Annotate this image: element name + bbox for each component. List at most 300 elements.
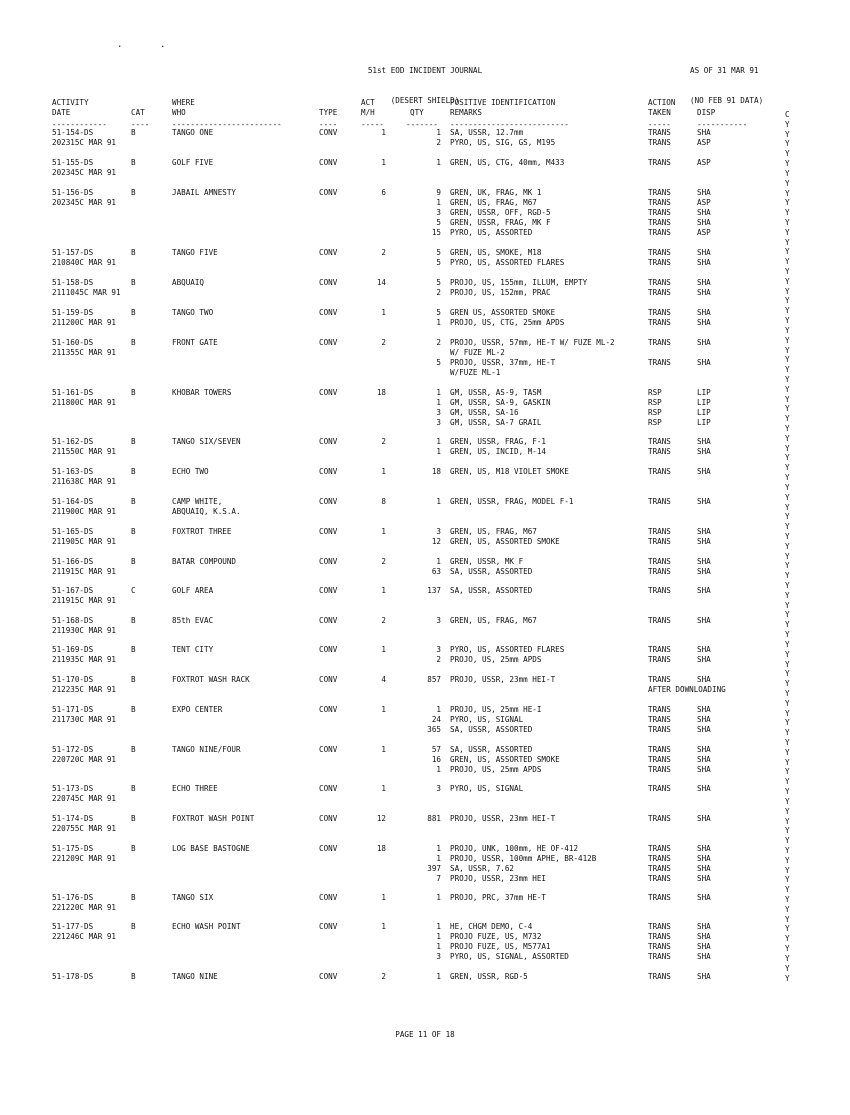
col-type: TYPE [319,107,338,117]
man-hours: 1 [381,128,386,137]
action-taken: TRANS [648,715,671,724]
where-who [172,745,241,755]
item-qty: 137 [427,586,441,595]
y-mark: Y [785,777,790,787]
item-line [404,358,711,368]
where-who [172,705,222,715]
y-mark: Y [785,728,790,738]
y-mark: Y [785,198,790,208]
item-line [404,557,711,567]
item-qty: 1 [436,128,441,137]
item-description: GREN, USSR, FRAG, MK F [450,218,551,227]
item-description: GREN, UK, FRAG, MK 1 [450,188,542,197]
y-mark: Y [785,316,790,326]
disposition: SHA [697,248,711,257]
activity-id: 51-176-DS [52,893,94,902]
disposition: ASP [697,138,711,147]
man-hours: 1 [381,158,386,167]
y-mark: Y [785,649,790,659]
item-line [404,854,711,864]
category: B [131,527,136,536]
item-qty: 5 [436,308,441,317]
item-line [404,537,711,547]
item-line [404,685,726,695]
activity-date: 211800C MAR 91 [52,398,117,407]
y-mark: Y [785,188,790,198]
item-description: PYRO, US, SIGNAL [450,784,524,793]
item-list [404,814,711,824]
item-qty: 1 [436,437,441,446]
activity-id: 51-156-DS [52,188,94,197]
category: B [131,557,136,566]
disposition: SHA [697,567,711,576]
page-number: PAGE 11 OF 18 [395,1030,455,1039]
category: B [131,922,136,931]
item-line [404,527,711,537]
y-mark: Y [785,267,790,276]
item-description: SA, USSR, ASSORTED [450,567,533,576]
disposition: SHA [697,467,711,476]
item-line [404,338,711,348]
where-who [172,248,218,258]
y-mark: Y [785,345,790,355]
category: B [131,158,136,167]
item-line [404,138,711,148]
y-mark: Y [785,159,790,169]
item-description: PROJO, US, CTG, 25mm APDS [450,318,565,327]
item-description: PROJO, USSR, 100mm APHE, BR-412B [450,854,597,863]
item-qty: 1 [436,705,441,714]
y-mark: Y [785,257,790,267]
man-hours: 6 [381,188,386,197]
item-qty: 2 [436,288,441,297]
activity-cell [52,188,116,208]
action-taken: TRANS [648,318,671,327]
where-who [172,158,213,168]
item-description: PYRO, US, SIGNAL, ASSORTED [450,952,569,961]
item-qty: 2 [436,338,441,347]
activity-id: 51-169-DS [52,645,94,654]
item-line [404,288,711,298]
item-qty: 1 [436,198,441,207]
disposition: SHA [697,308,711,317]
item-line [404,128,711,138]
where-who [172,645,213,655]
activity-id: 51-163-DS [52,467,94,476]
disposition: SHA [697,942,711,951]
item-description: PROJO FUZE, US, M732 [450,932,542,941]
activity-id: 51-177-DS [52,922,94,931]
item-line [404,188,711,198]
item-list [404,972,711,982]
where-line: TANGO NINE/FOUR [172,745,241,754]
category: B [131,467,136,476]
where-line: BATAR COMPOUND [172,557,237,566]
activity-date: 202345C MAR 91 [52,168,117,177]
disposition: SHA [697,318,711,327]
activity-date: 211935C MAR 91 [52,655,117,664]
action-taken: TRANS [648,258,671,267]
rule-act: ----- [361,120,384,129]
where-line: TENT CITY [172,645,214,654]
activity-cell [52,437,116,457]
man-hours: 2 [381,338,386,347]
item-qty: 857 [427,675,441,684]
where-who [172,844,250,854]
activity-id: 51-167-DS [52,586,94,595]
y-mark: Y [785,414,790,424]
item-line [404,715,711,725]
disposition: SHA [697,952,711,961]
item-line [404,814,711,824]
item-qty: 397 [427,864,441,873]
action-taken: TRANS [648,745,671,754]
item-qty: 1 [436,893,441,902]
item-qty: 5 [436,358,441,367]
where-line: FOXTROT THREE [172,527,232,536]
activity-id: 51-161-DS [52,388,94,397]
where-who [172,497,241,517]
item-list [404,922,711,962]
item-description: GM, USSR, SA-9, GASKIN [450,398,551,407]
man-hours: 12 [376,814,386,823]
where-line: LOG BASE BASTOGNE [172,844,250,853]
action-taken: TRANS [648,198,671,207]
action-taken: TRANS [648,138,671,147]
item-line [404,874,711,884]
item-qty: 3 [436,952,441,961]
disposition: SHA [697,218,711,227]
man-hours: 18 [376,844,386,853]
item-list [404,338,711,378]
y-mark: Y [785,757,790,767]
item-list [404,308,711,328]
item-line [404,586,711,596]
item-line [404,318,711,328]
action-taken: TRANS [648,765,671,774]
y-mark: Y [785,139,790,149]
y-mark: Y [785,178,790,188]
disposition: SHA [697,586,711,595]
item-description: GREN, US, ASSORTED SMOKE [450,537,560,546]
activity-id: 51-168-DS [52,616,94,625]
man-hours: 1 [381,922,386,931]
y-mark: Y [785,551,790,561]
incident-type: CONV [319,557,338,566]
item-description: PROJO, PRC, 37mm HE-T [450,893,547,902]
disposition: SHA [697,715,711,724]
activity-date: 220745C MAR 91 [52,794,117,803]
item-list [404,844,711,884]
disposition: SHA [697,784,711,793]
item-qty: 3 [436,527,441,536]
item-qty: 3 [436,645,441,654]
man-hours: 1 [381,527,386,536]
y-mark: Y [785,374,790,384]
action-taken: TRANS [648,358,671,367]
where-line: FOXTROT WASH RACK [172,675,250,684]
item-line [404,198,711,208]
incident-type: CONV [319,338,338,347]
item-qty: 12 [431,537,441,546]
man-hours: 2 [381,972,386,981]
action-taken: TRANS [648,922,671,931]
item-line [404,308,711,318]
where-who [172,616,213,626]
disposition: ASP [697,158,711,167]
y-mark: Y [785,600,790,610]
where-line: TANGO TWO [172,308,214,317]
incident-type: CONV [319,188,338,197]
activity-date: 211930C MAR 91 [52,626,117,635]
where-line: ABQUAIQ [172,278,205,287]
y-mark: Y [785,806,790,816]
action-taken: TRANS [648,655,671,664]
where-who [172,814,254,824]
activity-id: 51-178-DS [52,972,94,981]
item-list [404,188,711,238]
item-description: GREN US, ASSORTED SMOKE [450,308,556,317]
item-qty: 1 [436,557,441,566]
disposition: SHA [697,338,711,347]
item-description: PROJO, US, 25mm APDS [450,765,542,774]
col-cat: CAT [131,107,145,117]
disposition: SHA [697,447,711,456]
item-description: SA, USSR, ASSORTED [450,586,533,595]
disposition: SHA [697,893,711,902]
y-mark: Y [785,973,790,983]
y-mark: Y [785,904,790,914]
item-list [404,158,711,168]
item-description: PROJO, UNK, 100mm, HE OF-412 [450,844,579,853]
item-line [404,784,711,794]
activity-cell [52,972,93,982]
incident-type: CONV [319,784,338,793]
where-who [172,188,236,198]
disposition: SHA [697,557,711,566]
activity-date: 211905C MAR 91 [52,537,117,546]
disposition: SHA [697,616,711,625]
action-taken: TRANS [648,952,671,961]
y-mark: Y [785,276,790,286]
item-line [404,497,711,507]
man-hours: 2 [381,437,386,446]
y-mark: Y [785,826,790,836]
y-mark: Y [785,718,790,728]
disposition: LIP [697,418,711,427]
category: B [131,814,136,823]
y-mark: Y [785,247,790,257]
item-list [404,278,711,298]
item-line [404,408,711,418]
where-who [172,308,213,318]
activity-cell [52,814,116,834]
y-mark: Y [785,787,790,797]
item-description: GREN, USSR, OFF, RGD-5 [450,208,551,217]
as-of-line-1: AS OF 31 MAR 91 [690,66,759,75]
item-description: GREN, USSR, FRAG, F-1 [450,437,547,446]
item-line [404,208,711,218]
category: B [131,308,136,317]
where-line: ABQUAIQ, K.S.A. [172,507,241,516]
activity-date: 211915C MAR 91 [52,596,117,605]
y-mark: Y [785,639,790,649]
where-line: FRONT GATE [172,338,218,347]
item-line [404,418,711,428]
activity-id: 51-157-DS [52,248,94,257]
disposition: LIP [697,398,711,407]
activity-cell [52,308,116,328]
activity-cell [52,922,116,942]
category: B [131,745,136,754]
where-who [172,338,218,348]
item-description: PROJO, USSR, 37mm, HE-T [450,358,556,367]
action-taken: TRANS [648,725,671,734]
incident-type: CONV [319,437,338,446]
y-mark: Y [785,365,790,375]
y-mark: Y [785,865,790,875]
where-line: KHOBAR TOWERS [172,388,232,397]
action-taken: RSP [648,408,662,417]
disposition: SHA [697,932,711,941]
y-mark: Y [785,914,790,924]
item-list [404,437,711,457]
item-qty: 1 [436,942,441,951]
activity-id: 51-160-DS [52,338,94,347]
item-description: PROJO, US, 25mm HE-I [450,705,542,714]
item-description: PROJO, USSR, 23mm HEI-T [450,675,556,684]
action-taken: TRANS [648,844,671,853]
item-qty: 1 [436,447,441,456]
y-mark: Y [785,855,790,865]
item-qty: 5 [436,218,441,227]
item-line [404,972,711,982]
item-description: SA, USSR, ASSORTED [450,745,533,754]
activity-id: 51-159-DS [52,308,94,317]
item-line [404,645,711,655]
stray-mark: . [160,40,166,50]
as-of-note [690,46,763,115]
y-mark: Y [785,934,790,944]
incident-type: CONV [319,308,338,317]
activity-date: 211915C MAR 91 [52,567,117,576]
item-qty: 3 [436,784,441,793]
item-list [404,467,711,477]
item-qty: 3 [436,208,441,217]
man-hours: 1 [381,784,386,793]
action-note: AFTER DOWNLOADING [648,685,726,694]
stray-mark: . [117,40,123,50]
item-qty: 1 [436,972,441,981]
where-line: 85th EVAC [172,616,214,625]
man-hours: 14 [376,278,386,287]
y-mark: Y [785,443,790,453]
disposition: SHA [697,705,711,714]
action-taken: TRANS [648,645,671,654]
y-mark: Y [785,571,790,581]
y-mark: Y [785,944,790,954]
item-qty: 15 [431,228,441,237]
activity-date: 220755C MAR 91 [52,824,117,833]
activity-date: 212235C MAR 91 [52,685,117,694]
activity-cell [52,338,116,358]
where-line: JABAIL AMNESTY [172,188,237,197]
activity-id: 51-175-DS [52,844,94,853]
activity-id: 51-172-DS [52,745,94,754]
activity-date: 220720C MAR 91 [52,755,117,764]
action-taken: TRANS [648,437,671,446]
where-who [172,586,213,596]
where-line: TANGO SIX/SEVEN [172,437,241,446]
item-line [404,228,711,238]
item-list [404,128,711,148]
incident-type: CONV [319,467,338,476]
where-line: FOXTROT WASH POINT [172,814,255,823]
activity-date: 221246C MAR 91 [52,932,117,941]
item-qty: 24 [431,715,441,724]
item-list [404,675,726,695]
item-qty: 1 [436,922,441,931]
disposition: SHA [697,755,711,764]
item-list [404,645,711,665]
where-who [172,527,231,537]
activity-cell [52,616,116,636]
item-line [404,745,711,755]
rule-qty: ------- [406,120,439,129]
incident-type: CONV [319,248,338,257]
y-mark: Y [785,335,790,345]
category: B [131,497,136,506]
where-who [172,972,218,982]
action-taken: TRANS [648,338,671,347]
item-line [404,567,711,577]
activity-cell [52,705,116,725]
item-list [404,586,711,596]
activity-date: 211355C MAR 91 [52,348,117,357]
activity-cell [52,388,116,408]
item-list [404,616,711,626]
incident-type: CONV [319,893,338,902]
category: B [131,388,136,397]
item-line [404,368,615,378]
man-hours: 1 [381,893,386,902]
item-qty: 1 [436,398,441,407]
y-mark: Y [785,424,790,433]
title-line-1: 51st EOD INCIDENT JOURNAL [367,66,483,75]
where-who [172,922,241,932]
action-taken: TRANS [648,755,671,764]
activity-cell [52,557,116,577]
y-mark: Y [785,208,790,218]
disposition: SHA [697,527,711,536]
action-taken: TRANS [648,972,671,981]
where-line: EXPO CENTER [172,705,223,714]
incident-type: CONV [319,497,338,506]
activity-id: 51-164-DS [52,497,94,506]
item-description: HE, CHGM DEMO, C-4 [450,922,533,931]
activity-date: 210840C MAR 91 [52,258,117,267]
action-taken: TRANS [648,675,671,684]
where-line: ECHO THREE [172,784,218,793]
y-mark: Y [785,227,790,237]
activity-date: 211730C MAR 91 [52,715,117,724]
item-description: PROJO FUZE, US, M577A1 [450,942,551,951]
where-who [172,557,236,567]
y-mark: Y [785,384,790,394]
y-mark: Y [785,630,790,640]
disposition: SHA [697,814,711,823]
item-description: PROJO, US, 152mm, PRAC [450,288,551,297]
